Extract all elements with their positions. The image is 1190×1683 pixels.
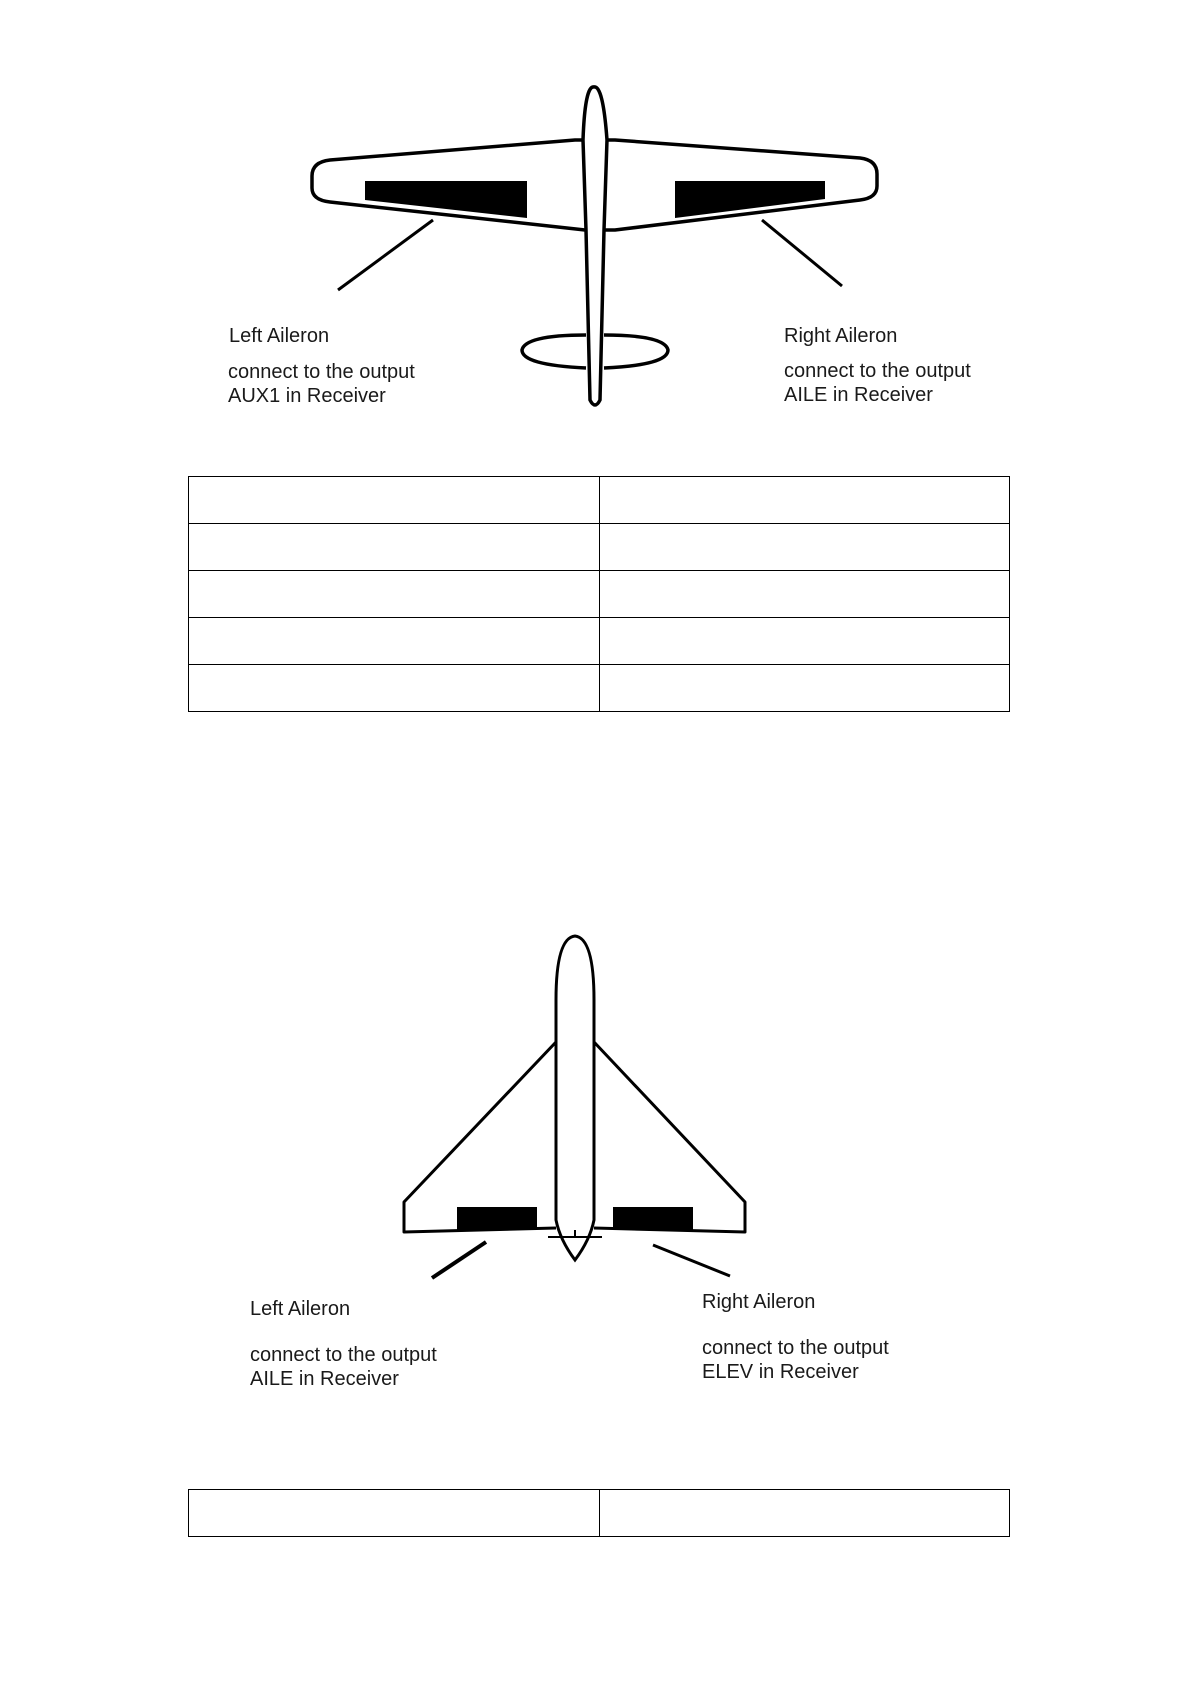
table-cell: [599, 1490, 1010, 1537]
table-row: [189, 571, 1010, 618]
left-aileron-line1: connect to the output: [250, 1344, 437, 1366]
left-aileron-leader: [338, 220, 433, 290]
table-row: [189, 665, 1010, 712]
left-aileron-line2: AILE in Receiver: [250, 1368, 399, 1390]
right-delta-wing: [594, 1042, 745, 1232]
right-aileron-title: Right Aileron: [784, 325, 898, 347]
right-aileron-instructions: [784, 359, 971, 407]
plane-diagram-conventional: [0, 60, 1190, 440]
table-row: [189, 618, 1010, 665]
left-aileron-title: Left Aileron: [229, 325, 330, 347]
left-aileron-instructions: [228, 360, 415, 408]
right-aileron-line1: connect to the output: [784, 360, 971, 382]
table-cell: [599, 524, 1010, 571]
right-aileron-line1: connect to the output: [702, 1337, 889, 1359]
table-1: [188, 476, 1010, 712]
table-cell: [189, 477, 600, 524]
table-cell: [189, 571, 600, 618]
right-aileron-title: Right Aileron: [702, 1291, 816, 1313]
table-row: [189, 477, 1010, 524]
table-row: [189, 1490, 1010, 1537]
table-cell: [189, 524, 600, 571]
left-aileron-line1: connect to the output: [228, 361, 415, 383]
left-aileron-title: Left Aileron: [250, 1298, 351, 1320]
table-cell: [189, 1490, 600, 1537]
left-aileron-line2: AUX1 in Receiver: [228, 385, 386, 407]
left-aileron-instructions: [250, 1343, 437, 1391]
right-aileron-label: [702, 1290, 815, 1314]
table-cell: [599, 618, 1010, 665]
table-cell: [599, 571, 1010, 618]
left-delta-wing: [404, 1042, 556, 1232]
table-cell: [189, 618, 600, 665]
plane-delta-drawing: [0, 920, 1190, 1420]
right-aileron-line2: AILE in Receiver: [784, 384, 933, 406]
plane-diagram-delta: [0, 920, 1190, 1420]
left-aileron: [457, 1207, 537, 1230]
left-aileron-label: [229, 324, 329, 348]
left-aileron-label: [250, 1297, 350, 1321]
table-cell: [599, 477, 1010, 524]
right-aileron-line2: ELEV in Receiver: [702, 1361, 859, 1383]
right-aileron-leader: [762, 220, 842, 286]
right-aileron-instructions: [702, 1336, 889, 1384]
right-aileron-leader: [653, 1245, 730, 1276]
delta-fuselage: [556, 936, 594, 1260]
right-aileron-label: [784, 324, 897, 348]
table-row: [189, 524, 1010, 571]
right-aileron: [613, 1207, 693, 1230]
table-cell: [189, 665, 600, 712]
plane-conventional-drawing: [0, 60, 1190, 440]
table-cell: [599, 665, 1010, 712]
left-aileron-leader: [432, 1242, 486, 1278]
table-2: [188, 1489, 1010, 1537]
fuselage: [583, 87, 607, 405]
